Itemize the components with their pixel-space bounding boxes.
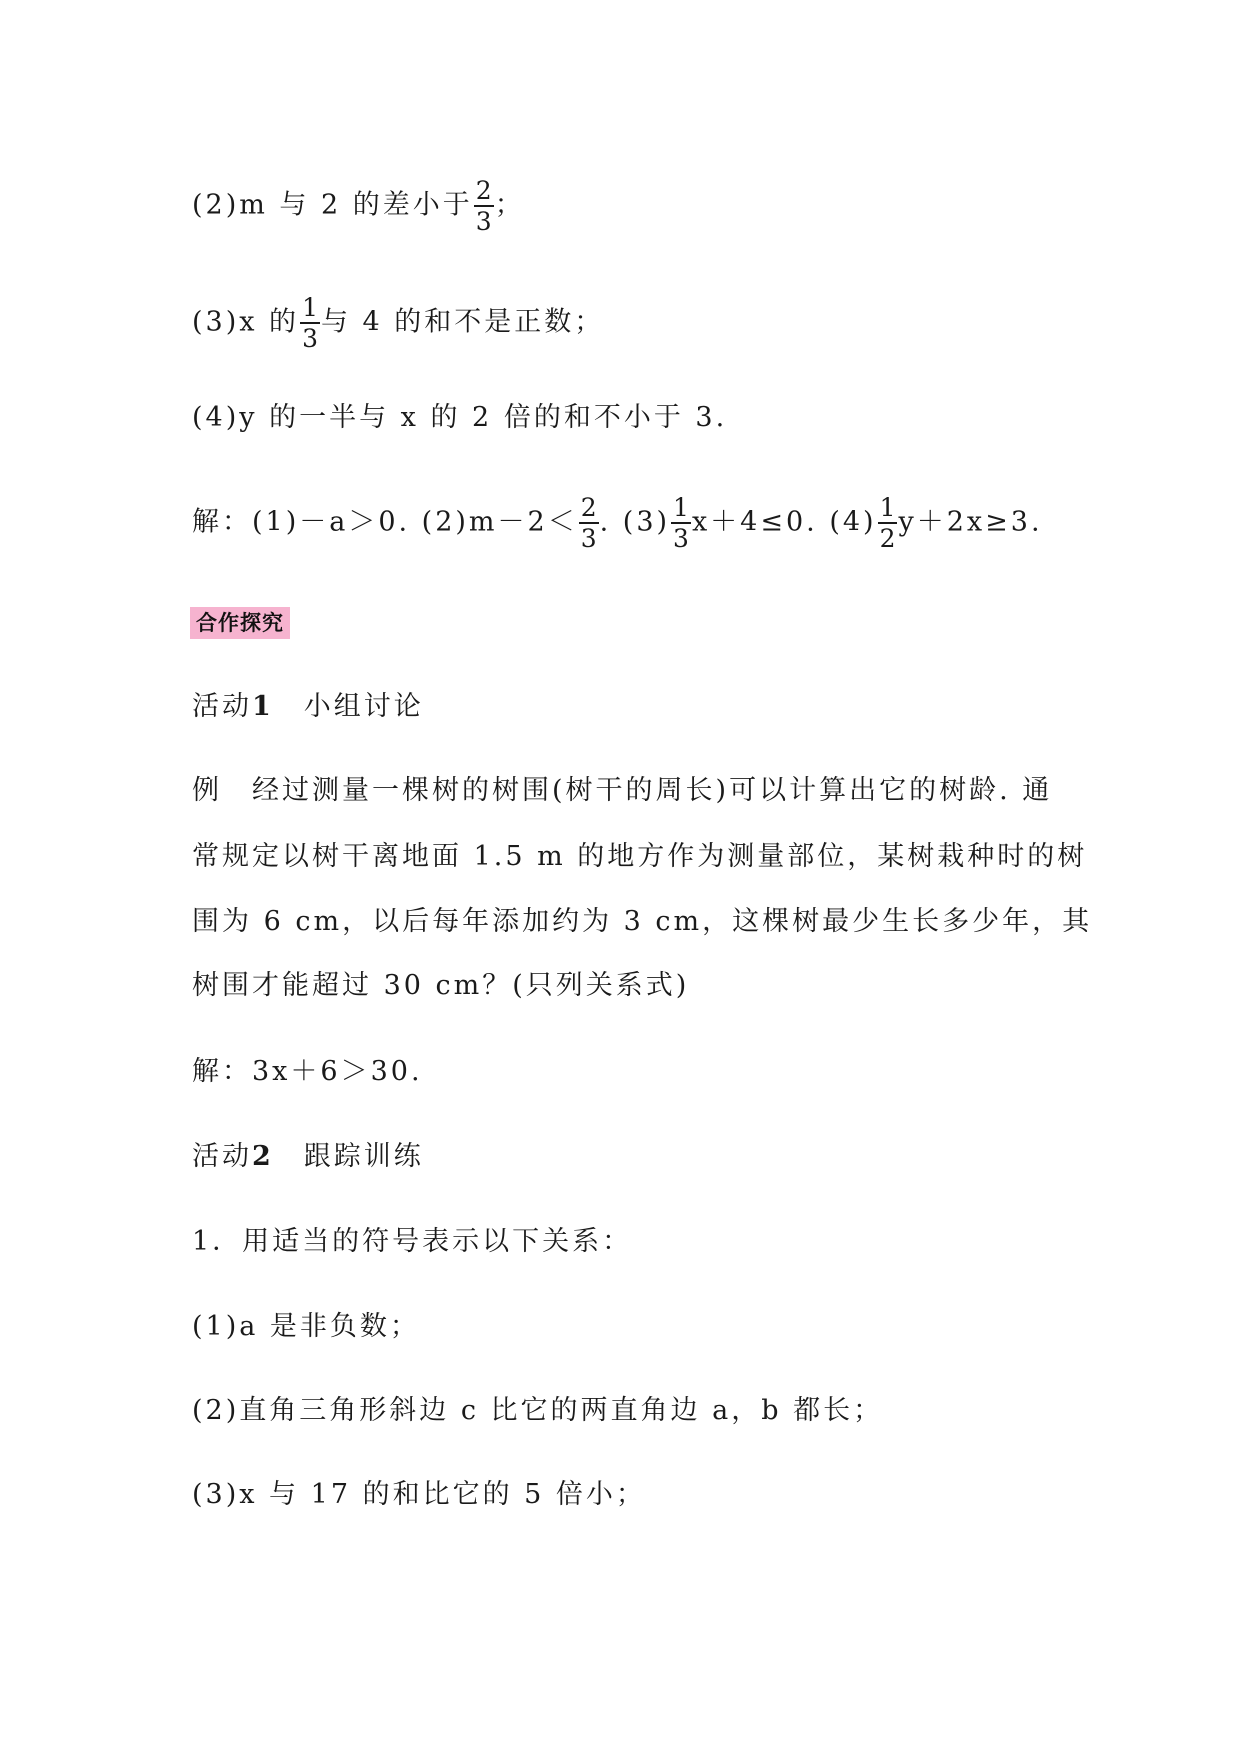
exercise-item: (3)x 与 17 的和比它的 5 倍小； bbox=[192, 1479, 646, 1510]
question-2 bbox=[192, 178, 525, 234]
fraction bbox=[579, 495, 599, 551]
question-3 bbox=[192, 295, 604, 351]
example-line: 围为 6 cm，以后每年添加约为 3 cm，这棵树最少生长多少年，其 bbox=[192, 906, 1093, 937]
section-badge: 合作探究 bbox=[190, 607, 290, 639]
question-3-text: (3)x 的 bbox=[192, 306, 300, 338]
fraction bbox=[474, 178, 494, 234]
solution-1-part-b: . (3) bbox=[599, 506, 671, 538]
fraction-denominator: 3 bbox=[673, 524, 689, 553]
example-line: 例 经过测量一棵树的树围(树干的周长)可以计算出它的树龄. 通 bbox=[192, 775, 1053, 806]
activity-prefix: 活动 bbox=[192, 1141, 252, 1172]
solution-1-part-d: y＋2x≥3. bbox=[898, 506, 1043, 538]
exercise-item: (2)直角三角形斜边 c 比它的两直角边 a，b 都长； bbox=[192, 1395, 884, 1426]
activity-title: 跟踪训练 bbox=[303, 1141, 424, 1172]
activity-2-heading bbox=[192, 1137, 424, 1177]
fraction bbox=[300, 295, 320, 351]
fraction-numerator: 2 bbox=[580, 493, 597, 522]
fraction-numerator: 1 bbox=[302, 293, 318, 322]
question-3-end: 与 4 的和不是正数； bbox=[320, 306, 605, 338]
activity-number: 2 bbox=[252, 1141, 274, 1172]
fraction-denominator: 3 bbox=[475, 207, 492, 236]
solution-1 bbox=[192, 495, 1043, 551]
fraction bbox=[671, 495, 691, 551]
solution-2: 解：3x＋6＞30. bbox=[192, 1056, 423, 1087]
fraction-denominator: 3 bbox=[302, 324, 318, 353]
question-2-text: (2)m 与 2 的差小于 bbox=[192, 189, 473, 221]
example-line: 树围才能超过 30 cm？(只列关系式) bbox=[192, 970, 690, 1001]
fraction-denominator: 3 bbox=[580, 524, 597, 553]
activity-1-heading bbox=[192, 687, 424, 727]
exercise-item: (1)a 是非负数； bbox=[192, 1311, 420, 1342]
fraction bbox=[878, 495, 898, 551]
example-line: 常规定以树干离地面 1.5 m 的地方作为测量部位，某树栽种时的树 bbox=[192, 841, 1088, 872]
exercise-1-prompt: 1．用适当的符号表示以下关系： bbox=[192, 1226, 633, 1257]
question-4: (4)y 的一半与 x 的 2 倍的和不小于 3. bbox=[192, 402, 728, 433]
question-2-end: ； bbox=[494, 189, 525, 221]
fraction-denominator: 2 bbox=[879, 524, 896, 553]
fraction-numerator: 2 bbox=[475, 176, 492, 205]
activity-title: 小组讨论 bbox=[303, 691, 424, 722]
fraction-numerator: 1 bbox=[673, 493, 689, 522]
activity-number: 1 bbox=[252, 691, 274, 722]
fraction-numerator: 1 bbox=[879, 493, 896, 522]
solution-1-part-a: 解：(1)－a＞0. (2)m－2＜ bbox=[192, 506, 578, 538]
solution-1-part-c: x＋4≤0. (4) bbox=[691, 506, 877, 538]
activity-prefix: 活动 bbox=[192, 691, 252, 722]
